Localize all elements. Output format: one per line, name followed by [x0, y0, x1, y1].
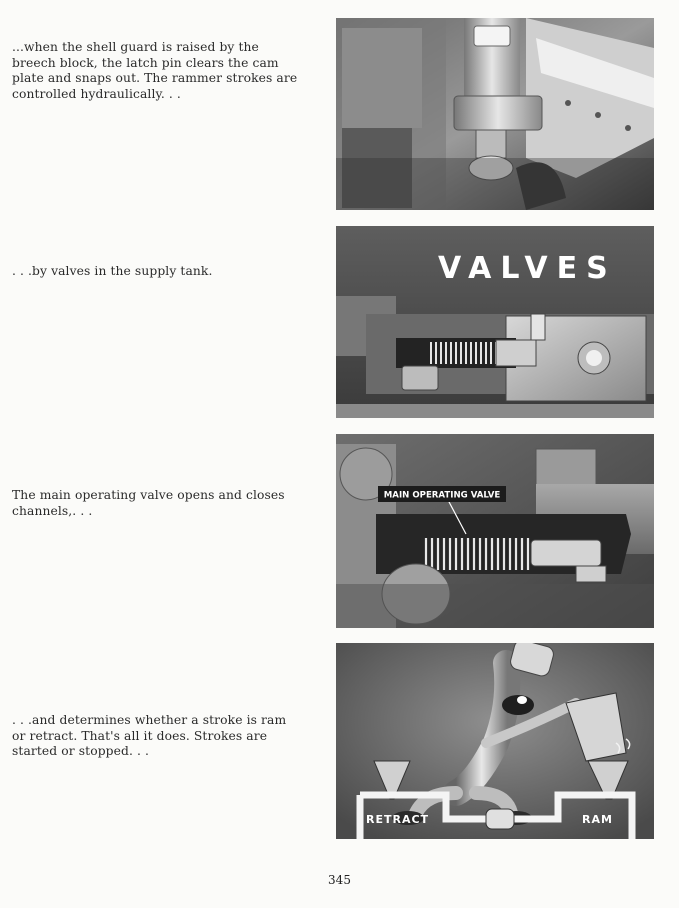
- retract-label: RETRACT: [366, 813, 430, 826]
- illustration-ram-retract-cartoon: [336, 643, 654, 839]
- photo-main-valve-image: [336, 434, 654, 628]
- caption-main-operating-valve: The main operating valve opens and closes channels,. . .: [12, 488, 285, 518]
- photo-supply-tank-valves: [336, 226, 654, 418]
- photo-rammer-latch: [336, 18, 654, 210]
- photo-valves-image: [336, 226, 654, 418]
- cartoon-image: [336, 643, 654, 839]
- photo-main-operating-valve: [336, 434, 654, 628]
- valves-label: VALVES: [438, 251, 617, 286]
- photo-rammer-latch-image: [336, 18, 654, 210]
- main-operating-valve-label: MAIN OPERATING VALVE: [383, 490, 501, 501]
- caption-shell-guard: ...when the shell guard is raised by the breech block, the latch pin clears the cam plate and snaps out. The rammer strokes are controlled hydraulically. . .: [12, 40, 298, 101]
- caption-ram-or-retract: . . .and determines whether a stroke is ram or retract. That's all it does. Strokes are started or stopped. . .: [12, 713, 287, 759]
- caption-supply-tank-valves: . . .by valves in the supply tank.: [12, 264, 213, 278]
- page-number: 345: [328, 873, 351, 887]
- ram-label: RAM: [582, 813, 613, 826]
